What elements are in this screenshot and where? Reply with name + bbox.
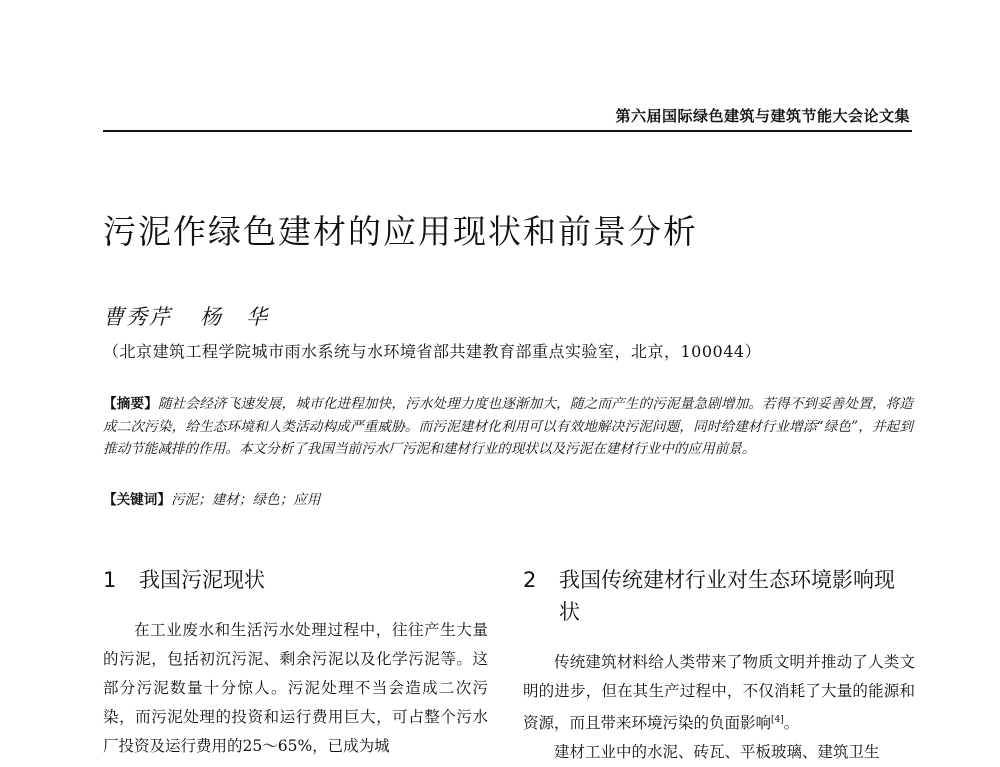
keywords-text: 污泥；建材；绿色；应用 (170, 492, 321, 508)
paper-title: 污泥作绿色建材的应用现状和前景分析 (103, 212, 698, 251)
affiliation: （北京建筑工程学院城市雨水系统与水环境省部共建教育部重点实验室，北京，100044） (103, 342, 762, 361)
section-title: 我国传统建材行业对生态环境影响现状 (559, 568, 895, 624)
running-header (103, 104, 912, 132)
author-list (103, 301, 269, 331)
author-name: 杨 华 (200, 305, 269, 329)
abstract (103, 393, 913, 461)
citation-ref: [4] (771, 715, 784, 725)
paragraph-end: 。 (783, 714, 800, 733)
section-number: 2 (523, 568, 537, 592)
abstract-label: 【摘要】 (103, 396, 158, 412)
section-paragraph: 建材工业中的水泥、砖瓦、平板玻璃、建筑卫生 (554, 743, 880, 762)
keywords-label: 【关键词】 (103, 492, 171, 508)
keywords (103, 488, 321, 508)
section-heading (523, 564, 915, 628)
paragraph-text: 传统建筑材料给人类带来了物质文明并推动了人类文明的进步，但在其生产过程中，不仅消耗了大量的能源和资源，而且带来环境污染的负面影响 (523, 653, 915, 733)
author-name: 曹秀芹 (103, 305, 172, 329)
section-paragraph: 在工业废水和生活污水处理过程中，往往产生大量的污泥，包括初沉污泥、剩余污泥以及化学污泥等。这部分污泥数量十分惊人。污泥处理不当会造成二次污染，而污泥处理的投资和运行费用巨大，可占整个污水厂投资及运行费用的25～65%，已成为城 (103, 621, 488, 755)
column-right (523, 564, 915, 767)
section-title: 我国污泥现状 (139, 568, 265, 592)
running-title: 第六届国际绿色建筑与建筑节能大会论文集 (615, 107, 910, 125)
section-heading (103, 564, 488, 596)
abstract-text: 随社会经济飞速发展，城市化进程加快，污水处理力度也逐渐加大，随之而产生的污泥量急剧增加。若得不到妥善处置，将造成二次污染，给生态环境和人类活动构成严重威胁。而污泥建材化利用可以有效地解决污泥问题，同时给建材行业增添“绿色”，并起到推动节能减排的作用。本文分析了我国当前污水厂污泥和建材行业的现状以及污泥在建材行业中的应用前景。 (103, 396, 914, 457)
section-paragraph (523, 648, 915, 738)
section-number: 1 (103, 568, 117, 592)
column-left (103, 564, 488, 761)
